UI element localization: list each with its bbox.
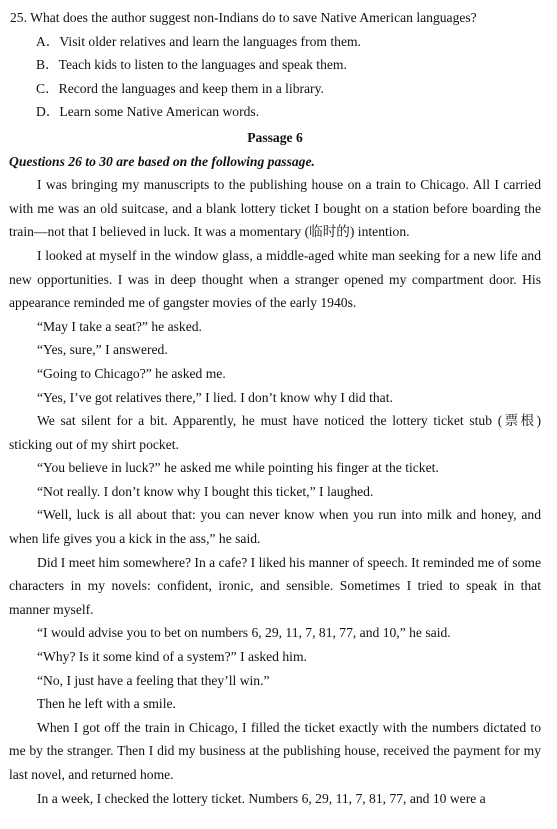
paragraph-11: Did I meet him somewhere? In a cafe? I liked his manner of speech. It reminded me of some characters in my novels: confident, ironic, and sensible. Sometimes I tried to speak in that manner myself. [9,554,541,617]
paragraph-14: “No, I just have a feeling that they’ll win.” [37,672,270,688]
paragraph-17: In a week, I checked the lottery ticket. Numbers 6, 29, 11, 7, 81, 77, and 10 were a [37,790,486,806]
question-25-stem: 25. What does the author suggest non-Indians do to save Native American languages? [10,10,477,25]
paragraph-4: “Yes, sure,” I answered. [37,342,168,358]
paragraph-2: I looked at myself in the window glass, a middle-aged white man seeking for a new life and new opportunities. I was in deep thought when a stranger opened my compartment door. His appearance reminded me of gangster movies of the early 1940s. [9,247,541,311]
passage-instruction: Questions 26 to 30 are based on the following passage. [9,153,315,169]
option-d: D．Learn some Native American words. [36,104,260,120]
paragraph-9: “Not really. I don’t know why I bought this ticket,” I laughed. [37,483,374,499]
paragraph-7: We sat silent for a bit. Apparently, he must have noticed the lottery ticket stub (票根) sticking out of my shirt pocket. [9,413,541,452]
paragraph-10: “Well, luck is all about that: you can never know when you run into milk and honey, and when life gives you a kick in the ass,” he said. [9,507,541,547]
paragraph-15: Then he left with a smile. [37,696,176,712]
passage-title: Passage 6 [247,129,303,145]
paragraph-1: I was bringing my manuscripts to the publishing house on a train to Chicago. All I carried with me was an old suitcase, and a blank lottery ticket I bought on a station before boarding the train—not that I believed in luck. It was a momentary (临时的) intention. [9,177,541,240]
paragraph-6: “Yes, I’ve got relatives there,” I lied. I don’t know why I did that. [37,389,393,405]
paragraph-3: “May I take a seat?” he asked. [37,318,202,334]
paragraph-13: “Why? Is it some kind of a system?” I asked him. [37,649,307,665]
paragraph-8: “You believe in luck?” he asked me while pointing his finger at the ticket. [37,460,439,476]
paragraph-12: “I would advise you to bet on numbers 6, 29, 11, 7, 81, 77, and 10,” he said. [37,625,451,641]
paragraph-16: When I got off the train in Chicago, I filled the ticket exactly with the numbers dictated to me by the stranger. Then I did my business at the publishing house, received the payment for my last novel, and returned home. [9,719,541,782]
option-c: C．Record the languages and keep them in a library. [36,80,324,96]
option-b: B．Teach kids to listen to the languages and speak them. [36,57,347,73]
option-a: A．Visit older relatives and learn the languages from them. [36,33,361,49]
paragraph-5: “Going to Chicago?” he asked me. [37,365,226,381]
